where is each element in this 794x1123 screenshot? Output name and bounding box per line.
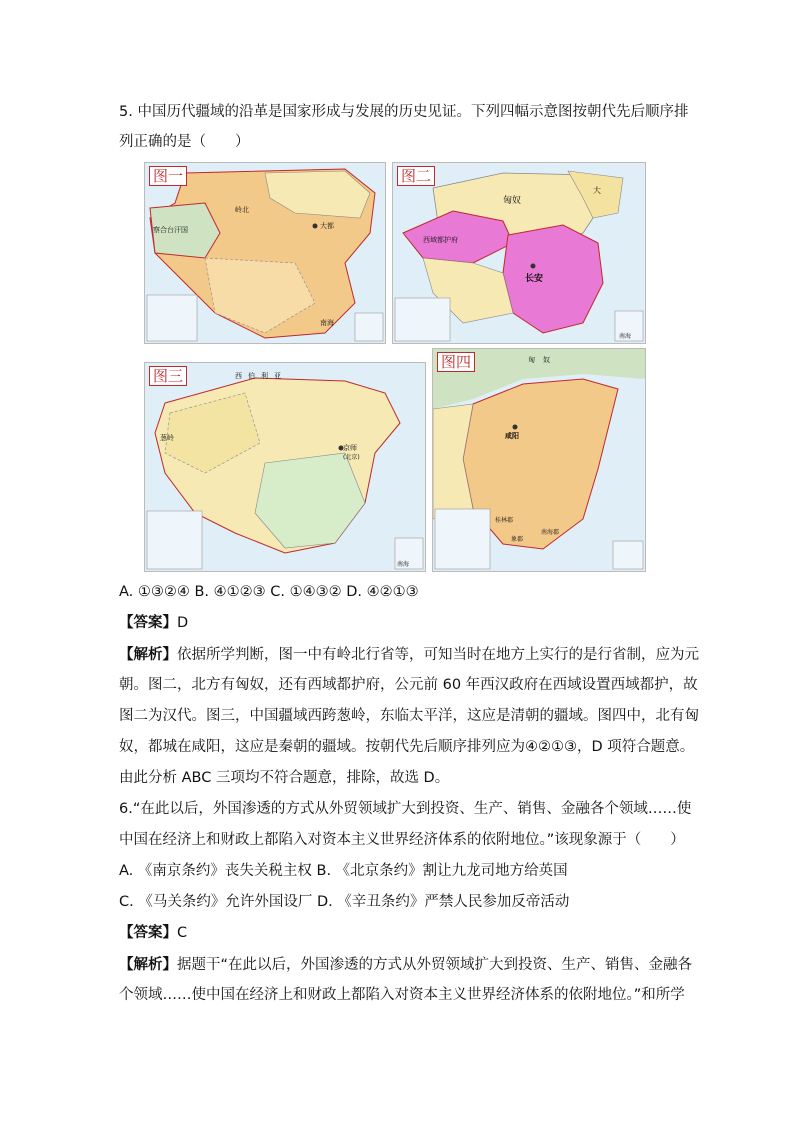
map-2-text-nanhai: 南海 (619, 333, 632, 340)
q5-stem-line1: 5. 中国历代疆域的沿革是国家形成与发展的历史见证。下列四幅示意图按朝代先后顺序排 (119, 104, 689, 120)
q6-answer-label: 【答案】 (119, 925, 177, 941)
q6-option-ab: A. 《南京条约》丧失关税主权 B. 《北京条约》割让九龙司地方给英国 (119, 863, 568, 879)
q5-answer-value: D (177, 615, 189, 631)
map-1-label: 图一 (149, 166, 187, 186)
map-3 (144, 362, 426, 572)
map-2-graphic (393, 163, 645, 343)
map-4-graphic (433, 349, 645, 571)
map-2-text-xiongnu: 匈奴 (503, 196, 522, 206)
map-1-text-chagatai: 察合台汗国 (153, 226, 188, 234)
map-4-label: 图四 (437, 352, 475, 372)
map-2-text-changan: 长安 (525, 274, 544, 284)
q5-answer (119, 613, 188, 633)
map-2-label: 图二 (397, 166, 435, 186)
q6-stem-line1: 6.“在此以后，外国渗透的方式从外贸领域扩大到投资、生产、销售、金融各个领域……使 (119, 801, 692, 817)
q6-analysis-line1: 【解析】据题干“在此以后，外国渗透的方式从外贸领域扩大到投资、生产、销售、金融各 (119, 957, 693, 973)
q6-analysis-line2: 个领域……使中国在经济上和财政上都陷入对资本主义世界经济体系的依附地位。”和所学 (119, 987, 685, 1003)
map-2-text-xiyu: 西域都护府 (423, 236, 458, 244)
q5-answer-label: 【答案】 (119, 615, 177, 631)
map-2 (392, 162, 646, 344)
map-3-text-nanhai: 南海 (397, 561, 410, 568)
q6-analysis-label: 【解析】 (119, 957, 177, 973)
q5-stem-line2: 列正确的是（ ） (119, 134, 250, 150)
q6-answer (119, 923, 187, 943)
q5-options: A. ①③②④ B. ④①②③ C. ①④③② D. ④②①③ (119, 584, 419, 600)
map-3-label: 图三 (149, 366, 187, 386)
map-4 (432, 348, 646, 572)
map-3-text-siberia: 西伯利亚 (235, 372, 287, 380)
map-1 (144, 162, 386, 344)
q5-analysis-line4: 奴，都城在咸阳，这应是秦朝的疆域。按朝代先后顺序排列应为④②①③，D 项符合题意。 (119, 739, 695, 755)
map-3-graphic (145, 363, 425, 571)
q6-answer-value: C (177, 925, 188, 941)
map-3-text-beijing: (北京) (343, 454, 360, 461)
map-1-text-lingbei: 岭北 (235, 206, 249, 214)
q5-analysis-line1: 【解析】依据所学判断，图一中有岭北行省等，可知当时在地方上实行的是行省制，应为元 (119, 647, 699, 663)
q6-option-cd: C. 《马关条约》允许外国设厂 D. 《辛丑条约》严禁人民参加反帝活动 (119, 894, 570, 910)
map-1-text-nanhai: 南海 (320, 319, 334, 327)
map-4-text-xiongnu: 匈奴 (528, 356, 558, 364)
q5-analysis-line3: 图二为汉代。图三，中国疆域西跨葱岭，东临太平洋，这应是清朝的疆域。图四中，北有匈 (119, 708, 699, 724)
map-1-graphic (145, 163, 385, 343)
map-4-text-xiangjun: 象郡 (511, 536, 524, 543)
q6-stem-line2: 中国在经济上和财政上都陷入对资本主义世界经济体系的依附地位。”该现象源于（ ） (119, 832, 685, 848)
map-2-text-da: 大 (593, 186, 601, 195)
map-1-text-dadu: 大都 (320, 222, 334, 230)
q5-analysis-line2: 朝。图二，北方有匈奴，还有西域都护府，公元前 60 年西汉政府在西域设置西域都护，故 (119, 677, 698, 693)
map-4-text-nanhaijun: 南海郡 (541, 529, 560, 536)
map-4-text-xianyang: 咸阳 (505, 432, 519, 440)
q5-analysis-line5: 由此分析 ABC 三项均不符合题意，排除，故选 D。 (119, 770, 450, 786)
map-3-text-jingshi: 京师 (343, 444, 357, 452)
q5-analysis-label: 【解析】 (119, 647, 177, 663)
map-4-text-guilin: 桂林郡 (495, 517, 514, 524)
map-3-text-congling: 葱岭 (160, 434, 174, 442)
